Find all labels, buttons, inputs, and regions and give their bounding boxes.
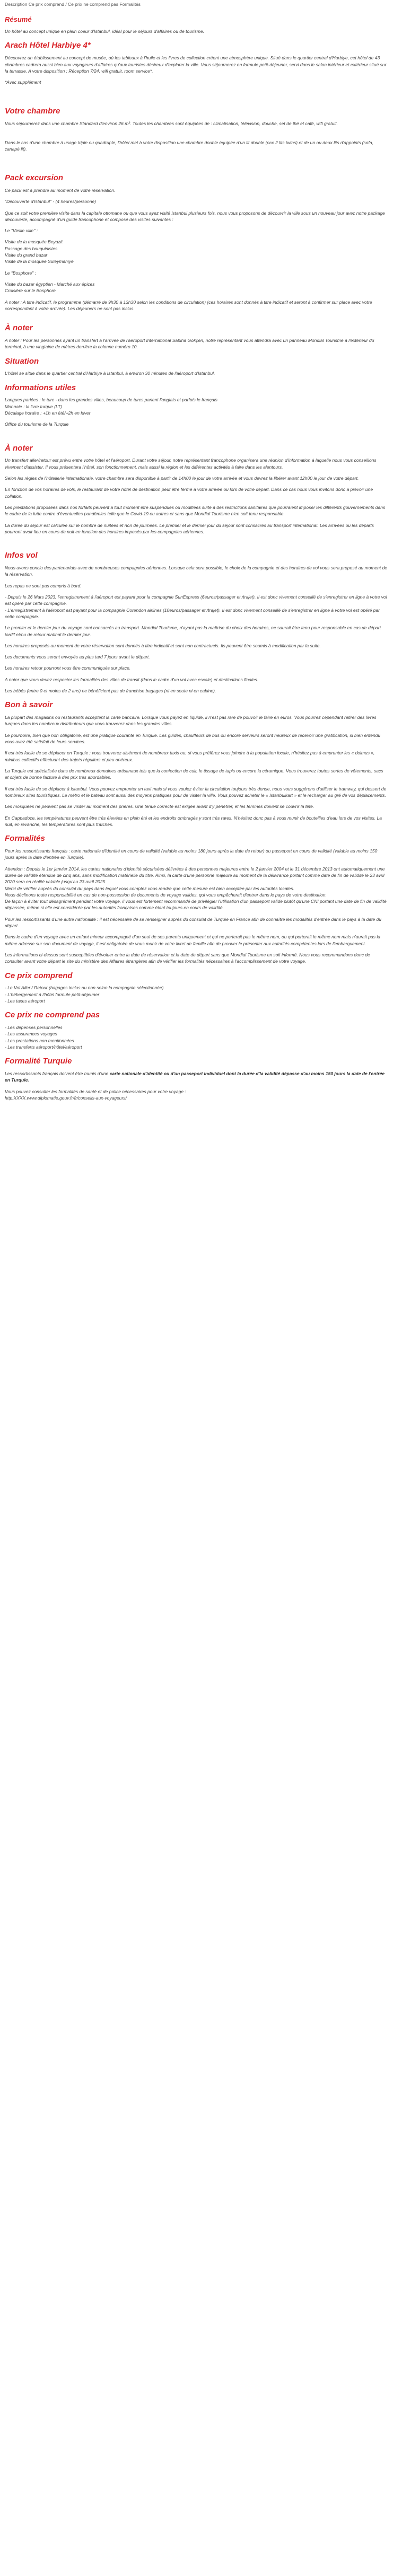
anoter1-text: A noter : Pour les personnes ayant un transfert à l'arrivée de l'aéroport International Sabiha Gökçen, notre représentant vous attendra avec un panneau Mondial Tourisme à l'extérieur du terminal, à une vingtaine de mètres derrière la colonne numéro 10. xyxy=(5,338,374,350)
section-infos xyxy=(5,382,388,428)
pack-p4: A noter : A titre indicatif, le programme (démarré de 9h30 à 13h30 selon les conditions de circulation) (ces horaires sont donnés à titre indicatif et seront à confirmer sur place avec votre correspondant à votre arrivée). Les déjeuners ne sont pas inclus. xyxy=(5,299,372,311)
savoir-p7: En Cappadoce, les températures peuvent être très élevées en plein été et les endroits ombragés y sont très rares. N'hésitez donc pas à vous munir de bouteilles d'eau lors de vos visites. La nuit, en revanche, les températures sont plus fraîches. xyxy=(5,815,382,827)
vol-p9: Les bébés (entre 0 et moins de 2 ans) ne bénéficient pas de franchise bagages (ni en soute ni en cabine). xyxy=(5,688,216,694)
section-formalites xyxy=(5,833,388,964)
anoter2-p1: Un transfert aller/retour est prévu entre votre hôtel et l'aéroport. Durant votre séjour, notre représentant francophone organisera une réunion d'information à laquelle nous vous conseillons vivement d'assister. Il vous présentera l'hôtel, son fonctionnement, mais aussi la région et les différentes activités à faire dans les alentours. xyxy=(5,458,377,470)
section-hotel xyxy=(5,40,388,85)
list-item: - Les assurances voyages xyxy=(5,1031,57,1037)
hotel-note: *Avec supplément xyxy=(5,80,41,85)
vieille-title: Le "Vieille ville" : xyxy=(5,228,38,234)
infos-office: Office du tourisme de la Turquie xyxy=(5,421,69,427)
savoir-p5: Il est très facile de se déplacer à Istanbul. Vous pouvez emprunter un taxi mais si vous voulez éviter la circulation toujours très dense, nous vous suggérons d'utiliser le tramway, qui dessert de nombreux sites touristiques. Le métro et le bateau sont aussi des moyens pratiques pour de visiter la ville. Vous pouvez acheter le « Istanbulkart » et le recharger au gré de vos déplacements. xyxy=(5,786,387,798)
vol-p3: - Depuis le 26 Mars 2023, l'enregistrement à l'aéroport est payant pour la compagnie SunExpress (6euros/passager et /trajet). Il est donc vivement conseillé de s'enregistrer en ligne à votre vol est opéré par cette compagnie. - L'enregistrement à l'aéroport est payant pour la compagnie Corendon airlines (10euros/passager et /trajet). Il est donc vivement conseillé de s'enregistrer en ligne à votre vol est opéré par cette compagnie. xyxy=(5,594,387,619)
hotel-title: Arach Hôtel Harbiye 4* xyxy=(5,41,91,50)
savoir-title: Bon à savoir xyxy=(5,700,53,710)
section-anoter-2 xyxy=(5,443,388,535)
list-item: Visite de la mosquée Suleymaniye xyxy=(5,259,74,265)
section-resume xyxy=(5,15,388,34)
infos-decalage: Décalage horaire : +1h en été/+2h en hiver xyxy=(5,410,91,416)
list-item: Croisière sur le Bosphore xyxy=(5,288,56,294)
section-ne-comprend-pas xyxy=(5,1009,388,1050)
section-formalite-turquie xyxy=(5,1056,388,1101)
section-chambre xyxy=(5,105,388,152)
infos-title: Informations utiles xyxy=(5,383,76,392)
list-item: - Les dépenses personnelles xyxy=(5,1025,63,1031)
chambre-p1: Vous séjournerez dans une chambre Standard d'environ 26 m². Toutes les chambres sont équipées de : climatisation, télévision, douche, set de thé et café, wifi gratuit. xyxy=(5,121,338,127)
section-savoir xyxy=(5,699,388,828)
formalites-p4: Dans le cadre d'un voyage avec un enfant mineur accompagné d'un seul de ses parents uniquement et qui ne porterait pas le même nom, ou qui porterait le même nom mais n'aurait pas la même adresse sur son document de voyage, il est obligatoire de vous munir de votre livret de famille afin de prouver le présenter aux autorités compétentes lors de l'embarquement. xyxy=(5,934,380,946)
turquie-title: Formalité Turquie xyxy=(5,1057,72,1066)
comprend-title: Ce prix comprend xyxy=(5,971,73,980)
vieille-list xyxy=(5,239,388,265)
list-item: - Les transferts aéroport/hôtel/aéroport xyxy=(5,1044,82,1050)
savoir-p2: Le pourboire, bien que non obligatoire, est une pratique courante en Turquie. Les guides, chauffeurs de bus ou encore serveurs seront heureux de recevoir une gratification, si bien entendu vous avez été satisfait de leurs services. xyxy=(5,732,381,745)
vol-p1: Nous avons conclu des partenariats avec de nombreuses compagnies aériennes. Lorsque cela sera possible, le choix de la compagnie et des horaires de vol vous sera proposé au moment de la réservation. xyxy=(5,565,388,577)
anoter1-title: À noter xyxy=(5,323,33,333)
vol-p4: Le premier et le dernier jour du voyage sont consacrés au transport. Mondial Tourisme, n'ayant pas la maîtrise du choix des horaires, ne saurait être tenu pour responsable en cas de départ tardif et/ou de retour matinal le dernier jour. xyxy=(5,625,381,637)
section-anoter-1 xyxy=(5,322,388,350)
nepas-title: Ce prix ne comprend pas xyxy=(5,1010,100,1020)
infos-monnaie: Monnaie : la livre turque (LT) xyxy=(5,403,63,409)
vol-title: Infos vol xyxy=(5,551,38,560)
list-item: Passage des bouquinistes xyxy=(5,245,58,251)
vol-p2: Les repas ne sont pas compris à bord. xyxy=(5,583,82,588)
hotel-description: Découvrez un établissement au concept de musée, où les tableaux à l'huile et les livres de collection créent une atmosphère unique. Situé dans le quartier central d'Harbiye, cet hôtel de 43 chambres cadrera aussi bien aux voyageurs d'affaires qu'aux touristes désireux d'explorer la ville. Vous séjournerez en formule petit-déjeuner, servi dans le salon intérieur et extérieur situé sur la terrasse. A votre disposition : Réception 7/24, wifi gratuit, room service*. xyxy=(5,55,387,74)
turquie-p1-bold: carte nationale d'identité ou d'un passeport individuel dont la durée d'la validité dépasse d'au moins 150 jours la date de l'entrée en Turquie. xyxy=(5,1071,385,1083)
vol-p7: Les horaires retour pourront vous être communiqués sur place. xyxy=(5,665,131,671)
list-item: - L'hébergement à l'hôtel formule petit-déjeuner xyxy=(5,991,100,997)
page xyxy=(0,0,392,1112)
pack-p3: Que ce soit votre première visite dans la capitale ottomane ou que vous ayez visité Istanbul plusieurs fois, nous vous proposons de découvrir la ville sous un nouveau jour avec notre package découverte, accompagné d'un guide francophone et composé des visites suivantes : xyxy=(5,210,385,222)
infos-langues: Langues parlées : le turc - dans les grandes villes, beaucoup de turcs parlent l'anglais et parfois le français xyxy=(5,397,217,403)
turquie-p1 xyxy=(5,1070,388,1084)
anoter2-title: À noter xyxy=(5,443,33,453)
section-title-resume: Résumé xyxy=(5,15,32,24)
list-item: Visite de la mosquée Beyazit xyxy=(5,239,63,245)
formalites-title: Formalités xyxy=(5,834,45,843)
list-item: - Le Vol Aller / Retour (bagages inclus ou non selon la compagnie sélectionnée) xyxy=(5,985,164,991)
pack-title: Pack excursion xyxy=(5,173,64,183)
section-situation xyxy=(5,356,388,377)
vol-p8: A noter que vous devez respecter les formalités des villes de transit (dans le cadre d'un vol avec escale) et destinations finales. xyxy=(5,676,259,682)
anoter2-p4: Les prestations proposées dans nos forfaits peuvent à tout moment être suspendues ou modifiées suite à des restrictions sanitaires que pourraient imposer les différents gouvernements dans le cadre de la lutte contre d'éventuelles pandémies telle que le Covid-19 ou autres et sans que Mondial Tourisme n'en soit tenu responsable. xyxy=(5,505,386,517)
vol-p6: Les documents vous seront envoyés au plus tard 7 jours avant le départ. xyxy=(5,654,150,660)
formalites-p1: Pour les ressortissants français : carte nationale d'identité en cours de validité (valable au moins 180 jours après la date de retour) ou passeport en cours de validité (valable au moins 150 jours après la date d'entrée en Turquie). xyxy=(5,848,378,860)
chambre-title: Votre chambre xyxy=(5,107,60,116)
formalites-p5: Les informations ci-dessus sont susceptibles d'évoluer entre la date de réservation et la date de départ sans que Mondial Tourisme en soit informé. Nous vous recommandons donc de consulter avant votre départ le site du ministère des Affaires étrangères afin de vérifier les formalités nécessaires à l'accomplissement de votre voyage. xyxy=(5,952,370,964)
list-item: - Les taxes aéroport xyxy=(5,998,45,1004)
vol-p5: Les horaires proposés au moment de votre réservation sont donnés à titre indicatif et sont non contractuels. Ils peuvent être soumis à modification par la suite. xyxy=(5,643,321,648)
chambre-p2: Dans le cas d'une chambre à usage triple ou quadruple, l'hôtel met à votre disposition une chambre double équipée d'un lit double (occ 2 lits twins) et de un ou deux lits d'appoints (sofa, canapé lit). xyxy=(5,139,373,152)
section-vol xyxy=(5,550,388,694)
anoter2-p2: Selon les règles de l'hôtellerie internationale, votre chambre sera disponible à partir de 14h00 le jour de votre arrivée et vous devrez la libérer avant 12h00 le jour de votre départ. xyxy=(5,476,359,481)
situation-title: Situation xyxy=(5,356,39,366)
breadcrumb: Description Ce prix comprend / Ce prix ne comprend pas Formalités xyxy=(5,2,141,7)
savoir-p1: La plupart des magasins ou restaurants acceptent la carte bancaire. Lorsque vous payez en liquide, il n'est pas rare de pouvoir le faire en euros. Vous pourrez cependant retirer des livres turques dans les nombreux distributeurs que vous trouverez dans les grandes villes. xyxy=(5,715,377,727)
section-pack xyxy=(5,172,388,312)
formalites-p2: Attention : Depuis le 1er janvier 2014, les cartes nationales d'identité sécurisées délivrées à des personnes majeures entre le 2 janvier 2004 et le 31 décembre 2013 ont automatiquement une durée de validité étendue de cinq ans, sans modification matérielle du titre. Ainsi, la carte d'une personne majeure au moment de la délivrance portant comme date de fin de validité le 23 avril 2020 sera en réalité valable jusqu'au 23 avril 2025. Merci de vérifier auprès du consulat du pays dans lequel vous comptez vous rendre que cette mesure est bien acceptée par les autorités locales. Nous déclinons toute responsabilité en cas de non-possession de documents de voyage valides, qui vous empêcherait d'entrer dans le pays de votre destination. De façon à éviter tout désagrément pendant votre voyage, il vous est fortement recommandé de privilégier l'utilisation d'un passeport valide plutôt qu'une CNI portant une date de fin de validité dépassée, même si elle est considérée par les autorités françaises comme étant toujours en cours de validité. xyxy=(5,866,387,911)
pack-p1: Ce pack est à prendre au moment de votre réservation. xyxy=(5,187,116,193)
savoir-p4: La Turquie est spécialisée dans de nombreux domaines artisanaux tels que la confection de cuir, le tissage de tapis ou encore la céramique. Vous trouverez toutes sortes de vêtements, sacs et objets de bonne facture à des prix très abordables. xyxy=(5,768,383,780)
pack-p2: "Découverte d'Istanbul" - (4 heures/personne) xyxy=(5,199,97,205)
section-comprend xyxy=(5,970,388,1005)
anoter2-p3: En fonction de vos horaires de vols, le restaurant de votre hôtel de destination peut être fermé à votre arrivée ou lors de votre départ. Dans ce cas nous vous invitons donc à prévoir une collation. xyxy=(5,487,373,499)
situation-text: L'hôtel se situe dans le quartier central d'Harbiye à Istanbul, à environ 30 minutes de l'aéroport d'Istanbul. xyxy=(5,371,215,376)
turquie-p2[interactable]: Vous pouvez consulter les formalités de santé et de police nécessaires pour votre voyage : http:XXXX.www.diplomatie.gouv.fr/fr/conseils-aux-voyageurs/ xyxy=(5,1088,186,1101)
list-item: Visite du grand bazar xyxy=(5,252,48,258)
list-item: - Les prestations non mentionnées xyxy=(5,1038,74,1043)
bosphore-list xyxy=(5,281,388,294)
turquie-p1-start: Les ressortissants français doivent être munis d'une xyxy=(5,1071,110,1077)
bosphore-title: Le "Bosphore" : xyxy=(5,270,36,276)
anoter2-p5: La durée du séjour est calculée sur le nombre de nuitées et non de journées. Le premier et le dernier jour du séjour sont consacrés au transport international. Les arrivées ou les départs pourront avoir lieu en cours de nuit en fonction des horaires imposés par les compagnies aériennes. xyxy=(5,522,374,534)
formalites-p3: Pour les ressortissants d'une autre nationalité : il est nécessaire de se renseigner auprès du consulat de Turquie en France afin de connaître les modalités d'entrée dans le pays à la date du départ. xyxy=(5,916,381,929)
savoir-p3: Il est très facile de se déplacer en Turquie ; vous trouverez aisément de nombreux taxis ou, si vous préférez vous joindre à la population locale, n'hésitez pas à emprunter les « dolmus », minibus collectifs effectuant des trajets réguliers et peu onéreux. xyxy=(5,750,375,762)
list-item: Visite du bazar égyptien - Marché aux épices xyxy=(5,282,95,287)
resume-text: Un hôtel au concept unique en plein coeur d'Istanbul, idéal pour le séjours d'affaires ou de tourisme. xyxy=(5,29,205,34)
savoir-p6: Les mosquées ne peuvent pas se visiter au moment des prières. Une tenue correcte est exigée avant d'y pénétrer, et les femmes doivent se couvrir la tête. xyxy=(5,804,314,810)
